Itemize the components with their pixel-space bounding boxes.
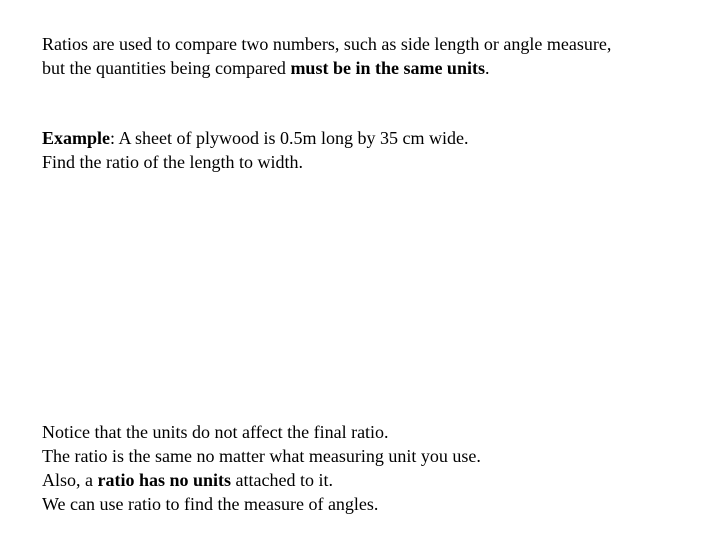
example-paragraph xyxy=(42,126,712,174)
notice-paragraph xyxy=(42,420,712,516)
intro-line-2-end: . xyxy=(484,58,490,78)
notice-line-3-end: attached to it. xyxy=(231,470,334,490)
example-label: Example xyxy=(42,128,111,148)
notice-line-2: The ratio is the same no matter what measuring unit you use. xyxy=(42,446,481,466)
intro-line-2-start: but the quantities being compared xyxy=(42,58,291,78)
example-problem-text: : A sheet of plywood is 0.5m long by 35 cm wide. xyxy=(110,128,469,148)
example-line-1 xyxy=(42,126,712,150)
notice-line-4: We can use ratio to find the measure of angles. xyxy=(42,494,379,514)
notice-line-3-start: Also, a xyxy=(42,470,98,490)
intro-line-1: Ratios are used to compare two numbers, such as side length or angle measure, xyxy=(42,34,612,54)
same-units-emphasis: must be in the same units xyxy=(290,58,485,78)
notice-line-3 xyxy=(42,468,712,492)
intro-paragraph xyxy=(42,32,712,80)
intro-line-2 xyxy=(42,56,712,80)
no-units-emphasis: ratio has no units xyxy=(97,470,232,490)
example-line-2: Find the ratio of the length to width. xyxy=(42,152,303,172)
notice-line-1: Notice that the units do not affect the final ratio. xyxy=(42,422,389,442)
